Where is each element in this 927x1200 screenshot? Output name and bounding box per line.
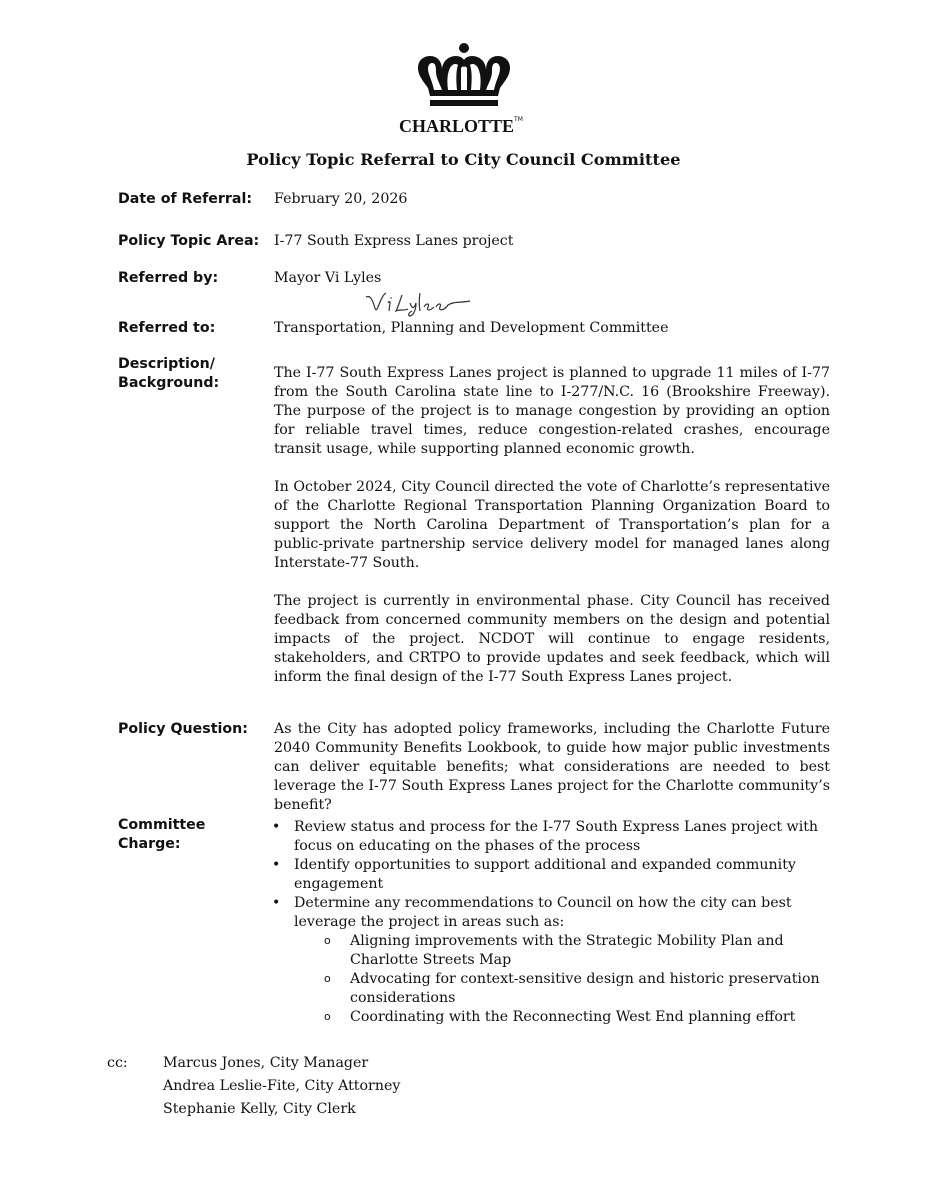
committee-charge-label: Committee Charge:	[118, 817, 206, 852]
charge-item: • Determine any recommendations to Council on how the city can best leverage the project in areas such as: o Aligning improvements with the Strategic Mobility Plan and Charlotte Streets Map o Advocating for context-sensitive design and historic preservation considerations o Coordinating with the Reconnecting West End planning effort	[268, 894, 830, 1027]
charge-item: • Review status and process for the I-77 South Express Lanes project with focus on educating on the phases of the process	[268, 818, 830, 856]
description-paragraph: The I-77 South Express Lanes project is planned to upgrade 11 miles of I-77 from the South Carolina state line to I-277/N.C. 16 (Brookshire Freeway). The purpose of the project is to manage congestion by providing an option for reliable travel times, reduce congestion-related crashes, encourage transit usage, while supporting planned economic growth.	[274, 365, 830, 457]
charge-item: • Identify opportunities to support additional and expanded community engagement	[268, 856, 830, 894]
cc-recipient: Marcus Jones, City Manager	[163, 1055, 369, 1071]
topic-label: Policy Topic Area:	[118, 233, 260, 249]
policy-question-label: Policy Question:	[118, 721, 248, 737]
date-label: Date of Referral:	[118, 191, 252, 207]
committee-charge-list	[268, 818, 830, 1027]
cc-recipient: Andrea Leslie-Fite, City Attorney	[163, 1078, 401, 1094]
description-text	[274, 364, 830, 687]
description-paragraph: In October 2024, City Council directed the vote of Charlotte’s representative of the Charlotte Regional Transportation Planning Organization Board to support the North Carolina Department of Transportation’s plan for a public-private partnership service delivery model for managed lanes along Interstate-77 South.	[274, 479, 830, 571]
description-label: Description/ Background:	[118, 356, 220, 391]
referred-by-label: Referred by:	[118, 270, 219, 286]
cc-recipients	[163, 1052, 663, 1121]
referred-to-value: Transportation, Planning and Development Committee	[274, 320, 669, 336]
charlotte-wordmark: CHARLOTTE™	[399, 116, 523, 136]
cc-recipient: Stephanie Kelly, City Clerk	[163, 1101, 356, 1117]
charlotte-logo	[0, 42, 927, 136]
date-value: February 20, 2026	[274, 191, 408, 207]
charge-sub-item: o Coordinating with the Reconnecting West End planning effort	[268, 1008, 830, 1027]
policy-question-text: As the City has adopted policy frameworks, including the Charlotte Future 2040 Community Benefits Lookbook, to guide how major public investments can deliver equitable benefits; what considerations are needed to best leverage the I-77 South Express Lanes project for the Charlotte community’s benefit?	[274, 721, 830, 813]
charge-sub-item: o Aligning improvements with the Strategic Mobility Plan and Charlotte Streets Map	[268, 932, 830, 970]
cc-label: cc:	[107, 1055, 128, 1071]
crown-icon	[412, 42, 516, 114]
document-title: Policy Topic Referral to City Council Committee	[246, 150, 681, 169]
charge-sub-item: o Advocating for context-sensitive design and historic preservation considerations	[268, 970, 830, 1008]
description-paragraph: The project is currently in environmental phase. City Council has received feedback from concerned community members on the design and potential impacts of the project. NCDOT will continue to engage residents, stakeholders, and CRTPO to provide updates and seek feedback, which will inform the final design of the I-77 South Express Lanes project.	[274, 593, 830, 685]
topic-value: I-77 South Express Lanes project	[274, 233, 514, 249]
mayor-signature	[364, 289, 474, 317]
referred-by-value: Mayor Vi Lyles	[274, 270, 382, 286]
referred-to-label: Referred to:	[118, 320, 216, 336]
